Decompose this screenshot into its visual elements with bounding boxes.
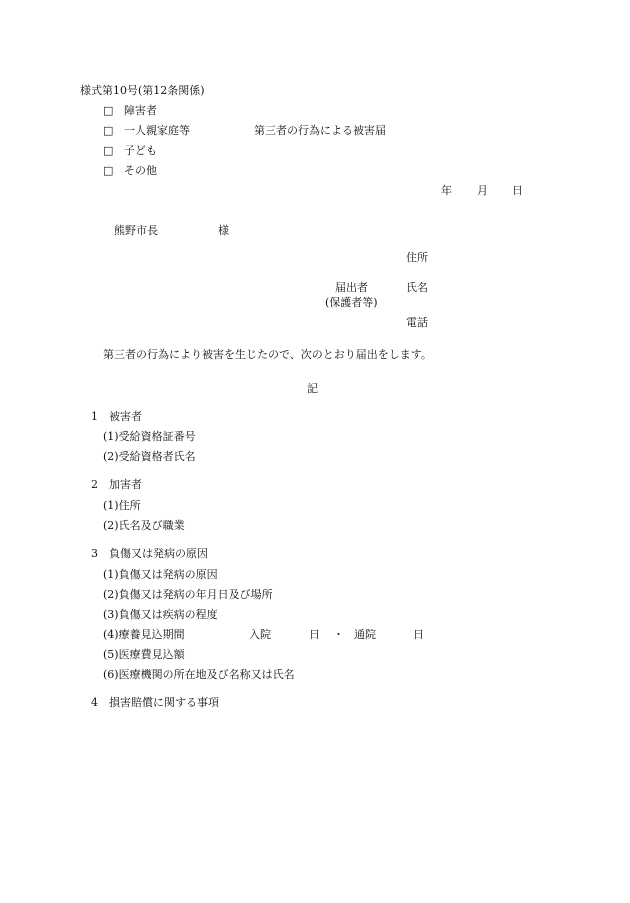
separator-dot: ・ (333, 628, 344, 641)
date-year: 年 (441, 184, 452, 197)
section-heading: 4 損害賠償に関する事項 (91, 696, 219, 709)
section-item: (1)住所 (103, 499, 141, 512)
addressee-name: 熊野市長 (114, 224, 158, 237)
name-label: 氏名 (406, 281, 428, 294)
guardian-label: (保護者等) (325, 296, 378, 309)
addressee-honorific: 様 (218, 224, 229, 237)
section-item: (2)受給資格者氏名 (103, 450, 196, 463)
section-item: (1)負傷又は発病の原因 (103, 568, 218, 581)
inpatient-day-label: 日 (309, 628, 320, 641)
section-item: (6)医療機関の所在地及び名称又は氏名 (103, 668, 295, 681)
phone-label: 電話 (406, 316, 428, 329)
checkbox-label-disabled: 障害者 (124, 104, 157, 117)
outpatient-label: 通院 (354, 628, 376, 641)
section-item: (5)医療費見込額 (103, 648, 185, 661)
intro-text: 第三者の行為により被害を生じたので、次のとおり届出をします。 (103, 348, 432, 361)
document-title: 第三者の行為による被害届 (254, 124, 386, 137)
date-month: 月 (477, 184, 488, 197)
section-heading: 1 被害者 (91, 410, 142, 423)
checkbox[interactable]: □ (103, 144, 114, 157)
section-item: (4)療養見込期間 (103, 628, 185, 641)
checkbox[interactable]: □ (103, 164, 114, 177)
checkbox[interactable]: □ (103, 124, 114, 137)
section-heading: 2 加害者 (91, 478, 142, 491)
section-heading: 3 負傷又は発病の原因 (91, 547, 208, 560)
section-item: (2)負傷又は発病の年月日及び場所 (103, 588, 273, 601)
form-number: 様式第10号(第12条関係) (80, 84, 205, 97)
checkbox[interactable]: □ (103, 104, 114, 117)
date-day: 日 (512, 184, 523, 197)
section-item: (2)氏名及び職業 (103, 519, 185, 532)
address-label: 住所 (406, 251, 428, 264)
section-item: (1)受給資格証番号 (103, 430, 196, 443)
notifier-label: 届出者 (335, 281, 368, 294)
checkbox-label-other: その他 (124, 164, 157, 177)
checkbox-label-child: 子ども (124, 144, 157, 157)
inpatient-label: 入院 (249, 628, 271, 641)
outpatient-day-label: 日 (413, 628, 424, 641)
ki-heading: 記 (307, 382, 318, 395)
section-item: (3)負傷又は疾病の程度 (103, 608, 218, 621)
checkbox-label-single-parent: 一人親家庭等 (124, 124, 190, 137)
